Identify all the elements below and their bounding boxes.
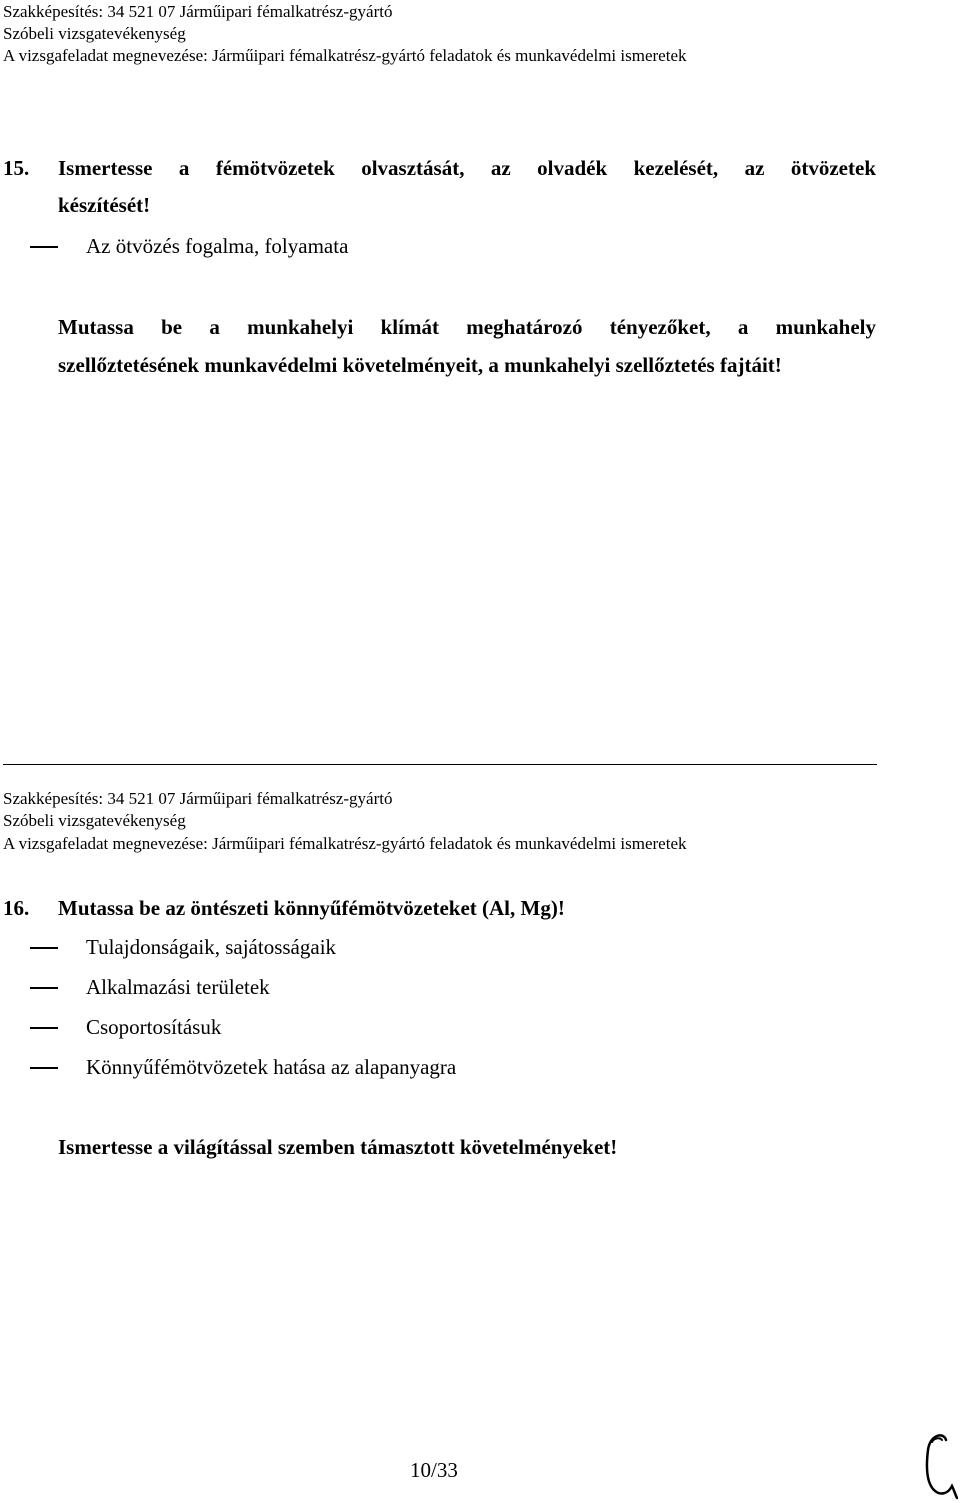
list-dash xyxy=(30,987,58,989)
task-text: Ismertesse a világítással szemben támasztott követelményeket! xyxy=(58,1135,618,1159)
signature-mark xyxy=(918,1428,958,1500)
section-divider xyxy=(3,764,877,765)
question-title: Mutassa be az öntészeti könnyűfémötvözeteket (Al, Mg)! xyxy=(58,896,565,920)
list-item: Az ötvözés fogalma, folyamata xyxy=(86,234,349,258)
question-number: 15. xyxy=(3,156,30,180)
header-qualification: Szakképesítés: 34 521 07 Járműipari fémalkatrész-gyártó xyxy=(3,2,393,21)
task-text-cont: szellőztetésének munkavédelmi követelményeit, a munkahelyi szellőztetés fajtáit! xyxy=(58,353,782,377)
header-task-name: A vizsgafeladat megnevezése: Járműipari fémalkatrész-gyártó feladatok és munkavédelmi ismeretek xyxy=(3,834,687,853)
list-dash xyxy=(30,1067,58,1069)
header-exam-type: Szóbeli vizsgatevékenység xyxy=(3,24,186,43)
list-item: Alkalmazási területek xyxy=(86,975,270,999)
question-title-cont: készítését! xyxy=(58,193,151,217)
list-item: Tulajdonságaik, sajátosságaik xyxy=(86,935,337,959)
header-exam-type: Szóbeli vizsgatevékenység xyxy=(3,811,186,830)
list-dash xyxy=(30,246,58,248)
page-number: 10/33 xyxy=(410,1458,458,1482)
list-item: Csoportosításuk xyxy=(86,1015,222,1039)
task-text: Mutassa be a munkahelyi klímát meghatározó tényezőket, a munkahely xyxy=(58,315,876,339)
question-number: 16. xyxy=(3,896,30,920)
header-task-name: A vizsgafeladat megnevezése: Járműipari fémalkatrész-gyártó feladatok és munkavédelmi ismeretek xyxy=(3,46,687,65)
question-title: Ismertesse a fémötvözetek olvasztását, az olvadék kezelését, az ötvözetek xyxy=(58,156,876,180)
list-dash xyxy=(30,1027,58,1029)
header-qualification: Szakképesítés: 34 521 07 Járműipari fémalkatrész-gyártó xyxy=(3,789,393,808)
list-item: Könnyűfémötvözetek hatása az alapanyagra xyxy=(86,1055,457,1079)
list-dash xyxy=(30,947,58,949)
